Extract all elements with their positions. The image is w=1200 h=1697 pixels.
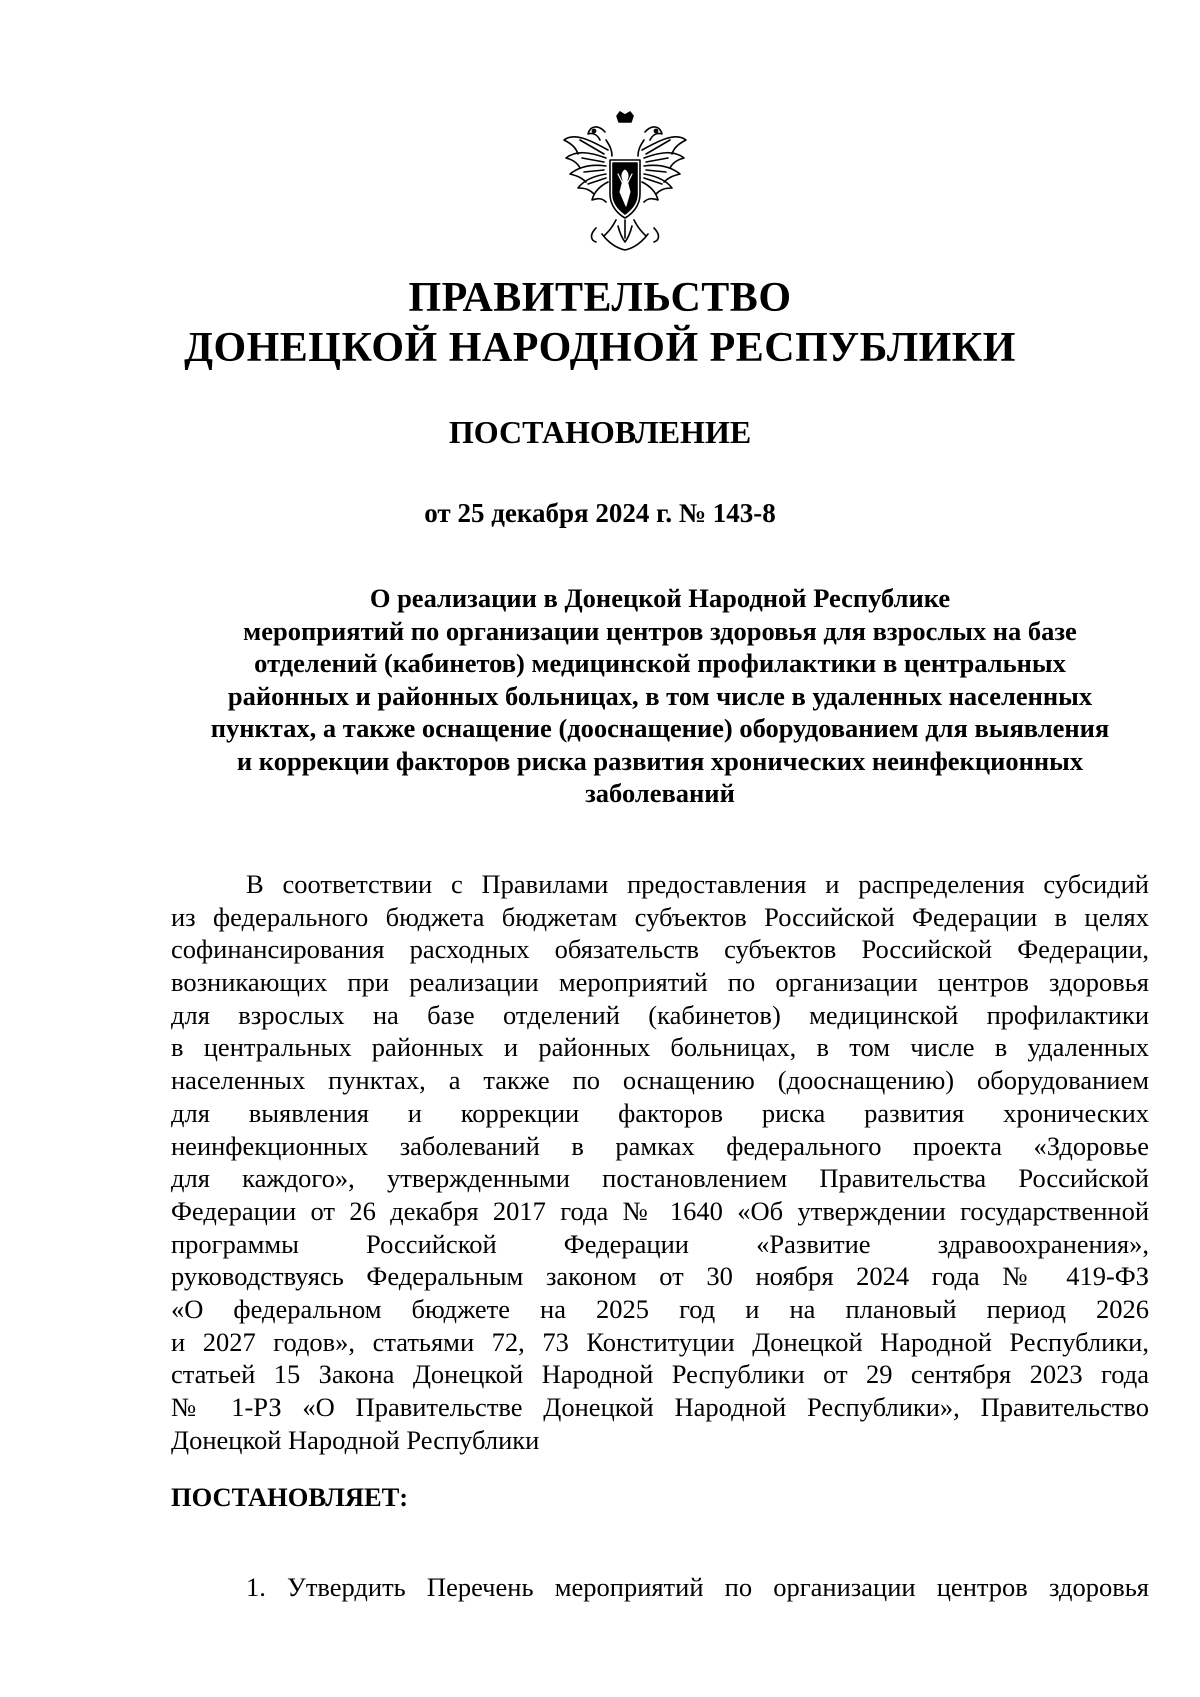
preamble-line: и 2027 годов», статьями 72, 73 Конституции Донецкой Народной Республики, xyxy=(171,1326,1149,1357)
preamble-line: В соответствии с Правилами предоставления и распределения субсидий xyxy=(246,869,1149,899)
subject-line: мероприятий по организации центров здоровья для взрослых на базе xyxy=(243,615,1077,646)
subject-line: заболеваний xyxy=(585,778,735,808)
preamble-line: «О федеральном бюджете на 2025 год и на плановый период 2026 xyxy=(171,1293,1149,1324)
subject-line: и коррекции факторов риска развития хронических неинфекционных xyxy=(236,745,1084,776)
double-headed-eagle-emblem-icon xyxy=(560,110,690,260)
resolution-item-1: 1. Утвердить Перечень мероприятий по организации центров здоровья xyxy=(246,1572,1149,1602)
subject-line: отделений (кабинетов) медицинской профилактики в центральных xyxy=(254,648,1066,678)
preamble-line: софинансирования расходных обязательств субъектов Российской Федерации, xyxy=(171,934,1149,965)
preamble-line: для выявления и коррекции факторов риска развития хронических xyxy=(171,1097,1149,1128)
preamble-line: статьей 15 Закона Донецкой Народной Республики от 29 сентября 2023 года xyxy=(171,1359,1149,1390)
resolution-heading: ПОСТАНОВЛЯЕТ: xyxy=(171,1482,409,1512)
preamble-line: № 1-РЗ «О Правительстве Донецкой Народной Республики», Правительство xyxy=(171,1392,1149,1422)
government-title-line-1: ПРАВИТЕЛЬСТВО xyxy=(408,275,792,321)
preamble-line: Донецкой Народной Республики xyxy=(171,1424,540,1455)
preamble-paragraph xyxy=(171,868,1149,1456)
government-title-line-2: ДОНЕЦКОЙ НАРОДНОЙ РЕСПУБЛИКИ xyxy=(184,325,1016,371)
preamble-line: возникающих при реализации мероприятий по организации центров здоровья xyxy=(171,967,1149,998)
document-type-heading: ПОСТАНОВЛЕНИЕ xyxy=(448,414,752,450)
preamble-line: населенных пунктах, а также по оснащению (дооснащению) оборудованием xyxy=(171,1065,1149,1096)
preamble-line: руководствуясь Федеральным законом от 30 ноября 2024 года № 419-ФЗ xyxy=(171,1261,1149,1292)
decree-date-number: от 25 декабря 2024 г. № 143-8 xyxy=(424,498,776,528)
decree-subject xyxy=(165,582,1155,810)
preamble-line: в центральных районных и районных больницах, в том числе в удаленных xyxy=(171,1032,1149,1063)
preamble-line: из федерального бюджета бюджетам субъектов Российской Федерации в целях xyxy=(171,901,1149,932)
subject-line: О реализации в Донецкой Народной Республике xyxy=(369,583,951,613)
preamble-line: для каждого», утвержденными постановлением Правительства Российской xyxy=(171,1163,1149,1194)
subject-line: районных и районных больницах, в том числе в удаленных населенных xyxy=(227,680,1093,711)
preamble-line: для взрослых на базе отделений (кабинетов) медицинской профилактики xyxy=(171,999,1149,1030)
preamble-line: Федерации от 26 декабря 2017 года № 1640 «Об утверждении государственной xyxy=(171,1195,1149,1226)
subject-line: пунктах, а также оснащение (дооснащение) оборудованием для выявления xyxy=(210,713,1110,743)
preamble-line: программы Российской Федерации «Развитие здравоохранения», xyxy=(171,1228,1149,1259)
preamble-line: неинфекционных заболеваний в рамках федерального проекта «Здоровье xyxy=(171,1130,1149,1161)
